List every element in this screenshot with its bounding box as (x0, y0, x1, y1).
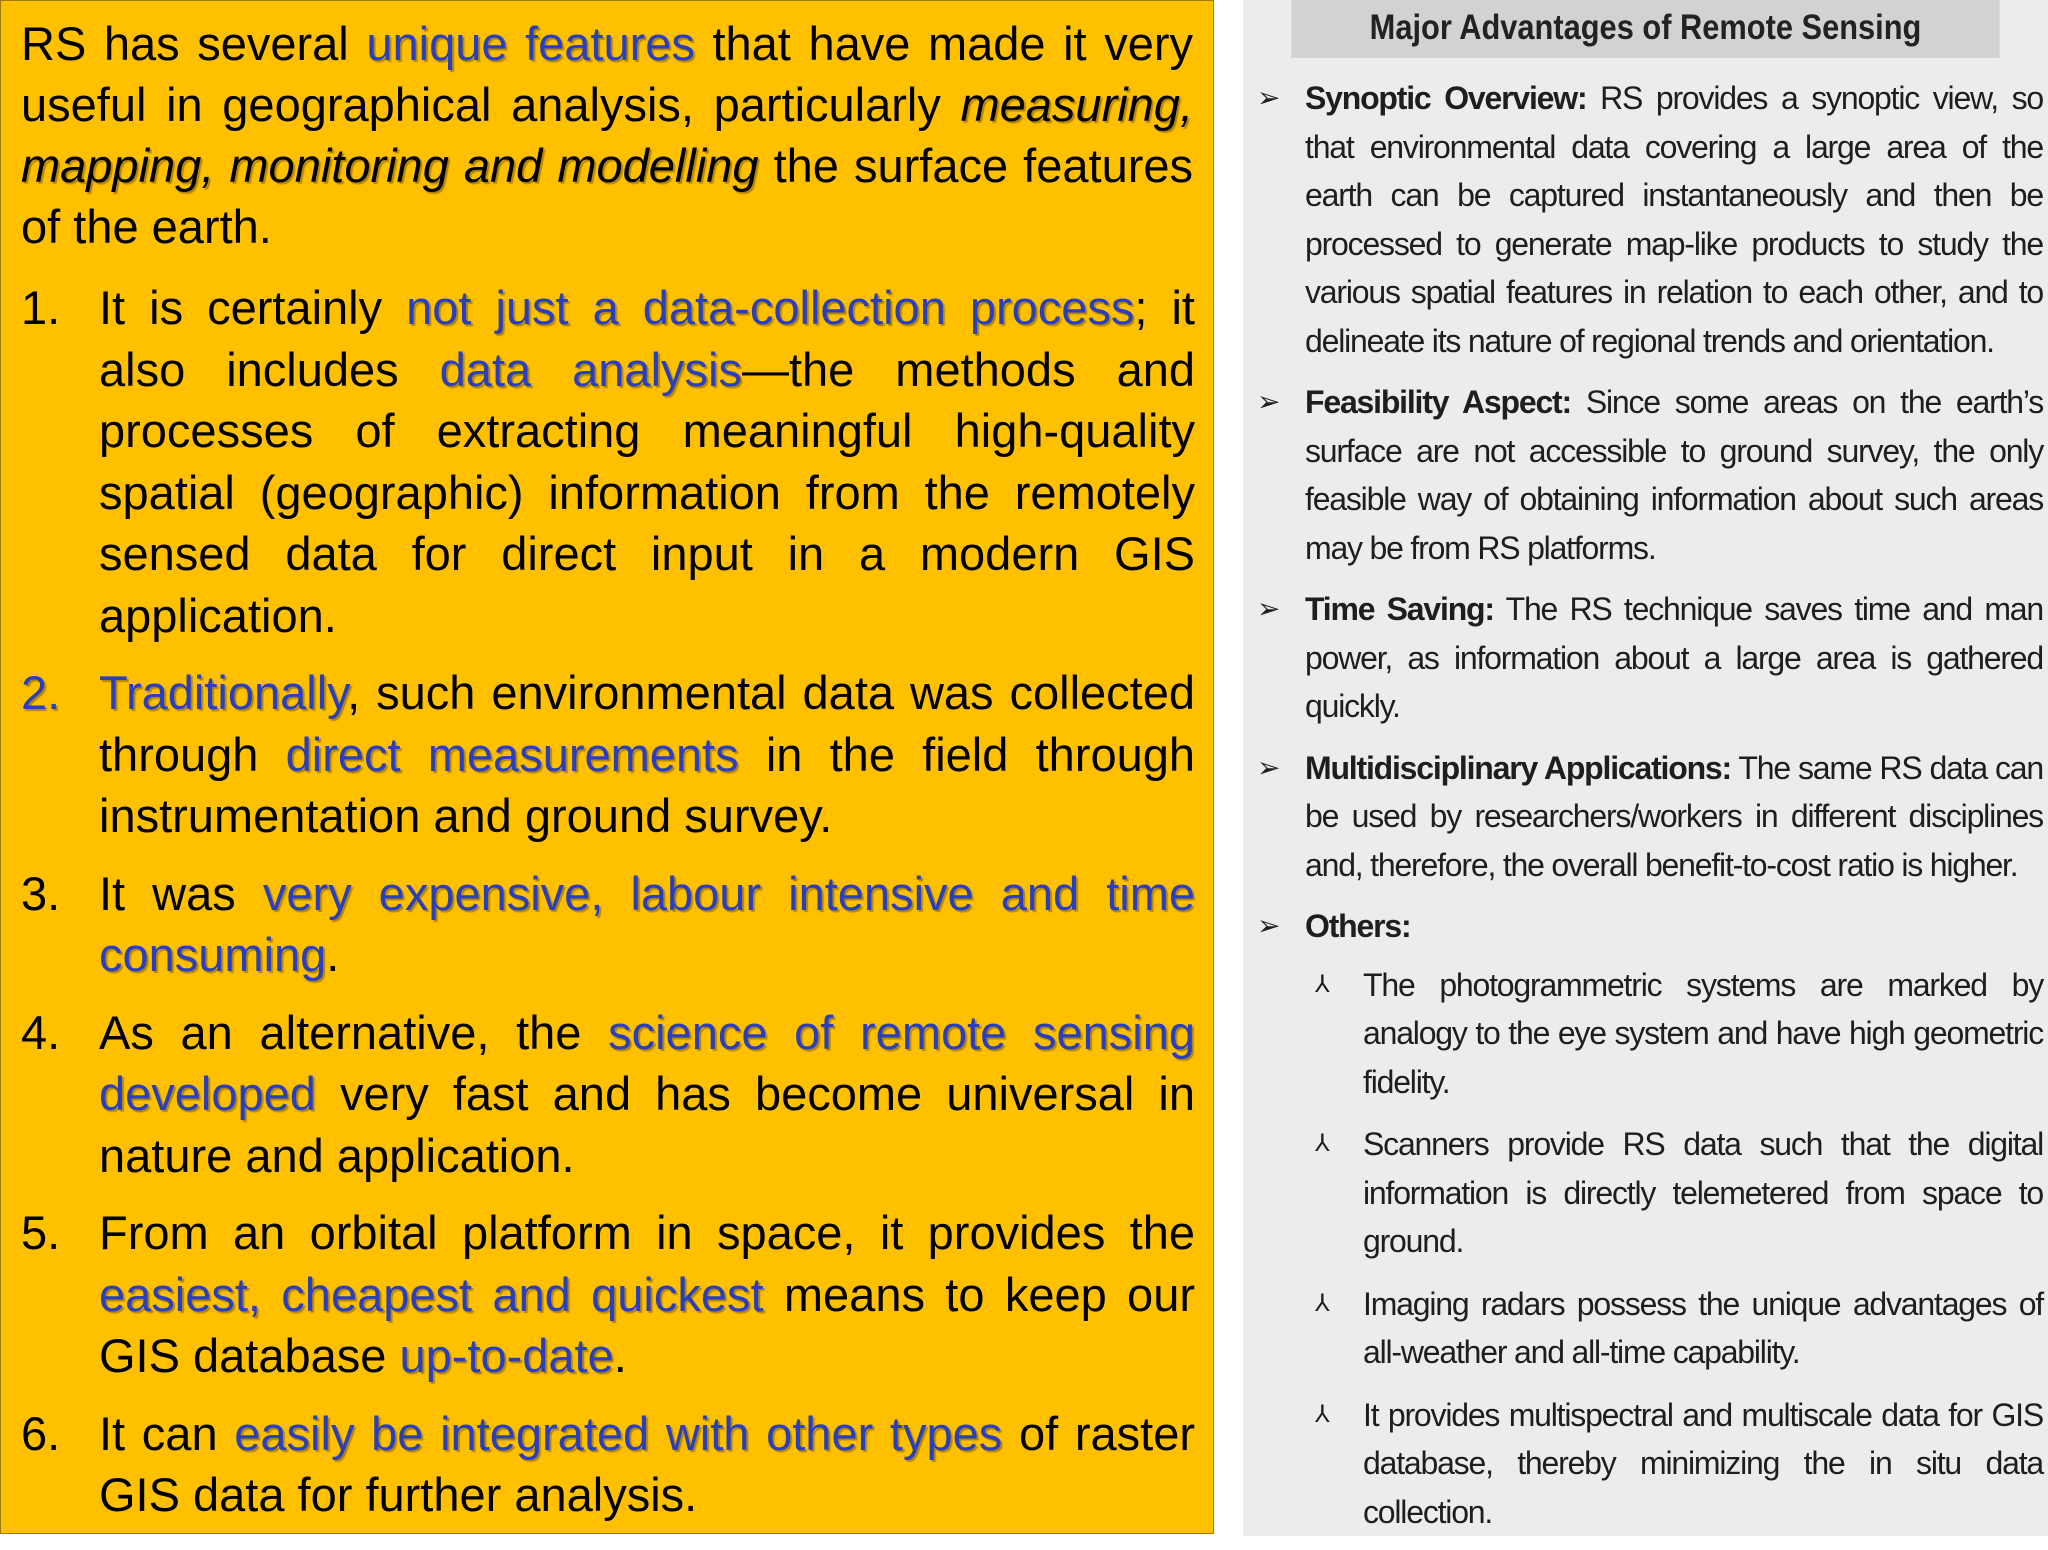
triangle-bullet-icon: ⅄ (1315, 1130, 1329, 1157)
advantage-item (1243, 378, 2043, 572)
others-item (1305, 1391, 2043, 1537)
item-highlight: easily be integrated with other types (234, 1406, 1003, 1460)
list-item (21, 1202, 1195, 1387)
intro-text: the surface features of the earth. (21, 139, 1193, 253)
others-sublist (1305, 961, 2043, 1537)
item-text: very fast and has become universal in nature and application. (99, 1067, 1195, 1182)
advantage-label: Multidisciplinary Applications: (1305, 749, 1731, 786)
item-text: It is certainly (99, 281, 407, 334)
item-number: 1. (21, 281, 61, 334)
item-text: . (326, 928, 340, 981)
item-text: It was (99, 866, 263, 920)
item-highlight: Traditionally (99, 666, 348, 719)
item-number: 4. (21, 1005, 61, 1059)
item-text: , such environmental data was collected through (99, 666, 1195, 781)
advantage-item (1243, 902, 2043, 1536)
item-highlight: not just a data-collection process (406, 281, 1135, 334)
item-number: 2. (21, 666, 61, 719)
item-highlight: very expensive, labour intensive and time consuming (99, 866, 1195, 981)
advantage-item (1243, 744, 2043, 890)
arrow-bullet-icon: ➢ (1257, 751, 1280, 783)
item-text: As an alternative, the (99, 1005, 609, 1059)
list-item (21, 277, 1195, 646)
others-text: The photogrammetric systems are marked by analogy to the eye system and have high geometric fidelity. (1363, 966, 2043, 1100)
arrow-bullet-icon: ➢ (1257, 386, 1280, 417)
advantage-item (1243, 585, 2043, 731)
item-highlight: data analysis (439, 342, 742, 396)
triangle-bullet-icon: ⅄ (1315, 1289, 1329, 1317)
item-highlight: up-to-date (399, 1329, 614, 1382)
item-text: From an orbital platform in space, it provides the (99, 1206, 1195, 1259)
item-text: —the methods and processes of extracting meaningful high-quality spatial (geographic) information from the remotely sensed data for direct input in a modern GIS application. (99, 342, 1195, 642)
item-highlight: science of remote sensing developed (99, 1005, 1195, 1120)
arrow-bullet-icon: ➢ (1257, 82, 1280, 113)
advantage-label: Others: (1305, 908, 1411, 944)
others-text: It provides multispectral and multiscale data for GIS database, thereby minimizing the in situ data collection. (1363, 1396, 2043, 1530)
list-item (21, 1002, 1195, 1187)
right-panel (1243, 0, 2048, 1536)
numbered-list (21, 277, 1195, 1542)
others-item (1305, 1280, 2043, 1377)
item-text: means to keep our GIS database (99, 1267, 1195, 1382)
list-item (21, 863, 1195, 986)
others-item (1305, 961, 2043, 1107)
item-text: . (613, 1329, 627, 1382)
advantage-label: Time Saving: (1305, 591, 1494, 627)
intro-paragraph (21, 13, 1193, 257)
arrow-bullet-icon: ➢ (1257, 593, 1280, 624)
intro-text: that have made it very useful in geographical analysis, particularly (21, 17, 1193, 131)
advantage-text: Since some areas on the earth’s surface are not accessible to ground survey, the only feasible way of obtaining information about such areas may be from RS platforms. (1305, 384, 2043, 566)
item-number: 6. (21, 1406, 61, 1460)
advantage-item (1243, 74, 2043, 365)
others-text: Scanners provide RS data such that the digital information is directly telemetered from space to ground. (1363, 1126, 2043, 1259)
advantage-label: Synoptic Overview: (1305, 80, 1587, 116)
item-number: 3. (21, 866, 61, 920)
item-text: of raster GIS data for further analysis. (99, 1406, 1196, 1521)
item-number: 5. (21, 1206, 61, 1259)
arrow-bullet-icon: ➢ (1257, 910, 1280, 941)
item-highlight: direct measurements (285, 727, 739, 781)
panel-title: Major Advantages of Remote Sensing (1291, 0, 1999, 58)
list-item (21, 1403, 1195, 1526)
advantage-text: The same RS data can be used by researchers/workers in different disciplines and, therefore, the overall benefit-to-cost ratio is higher. (1305, 749, 2043, 883)
others-item (1305, 1120, 2043, 1266)
item-highlight: easiest, cheapest and quickest (99, 1267, 764, 1321)
item-text: ; it also includes (99, 281, 1195, 396)
intro-highlight: unique features (366, 17, 695, 70)
item-text: in the field through instrumentation and ground survey. (99, 727, 1196, 842)
triangle-bullet-icon: ⅄ (1315, 970, 1329, 998)
advantages-list (1243, 74, 2043, 1550)
advantage-label: Feasibility Aspect: (1305, 384, 1571, 420)
intro-text: RS has several (21, 17, 367, 70)
others-text: Imaging radars possess the unique advantages of all-weather and all-time capability. (1363, 1285, 2043, 1370)
intro-emphasis: measuring, mapping, monitoring and modelling (21, 78, 1193, 192)
item-text: It can (99, 1406, 235, 1460)
list-item (21, 662, 1195, 847)
triangle-bullet-icon: ⅄ (1315, 1400, 1329, 1428)
advantage-text: RS provides a synoptic view, so that environmental data covering a large area of the earth can be captured instantaneously and then be processed to generate map-like products to study the various spatial features in relation to each other, and to delineate its nature of regional trends and orientation. (1305, 80, 2043, 359)
advantage-text: The RS technique saves time and man power, as information about a large area is gathered quickly. (1305, 591, 2043, 724)
